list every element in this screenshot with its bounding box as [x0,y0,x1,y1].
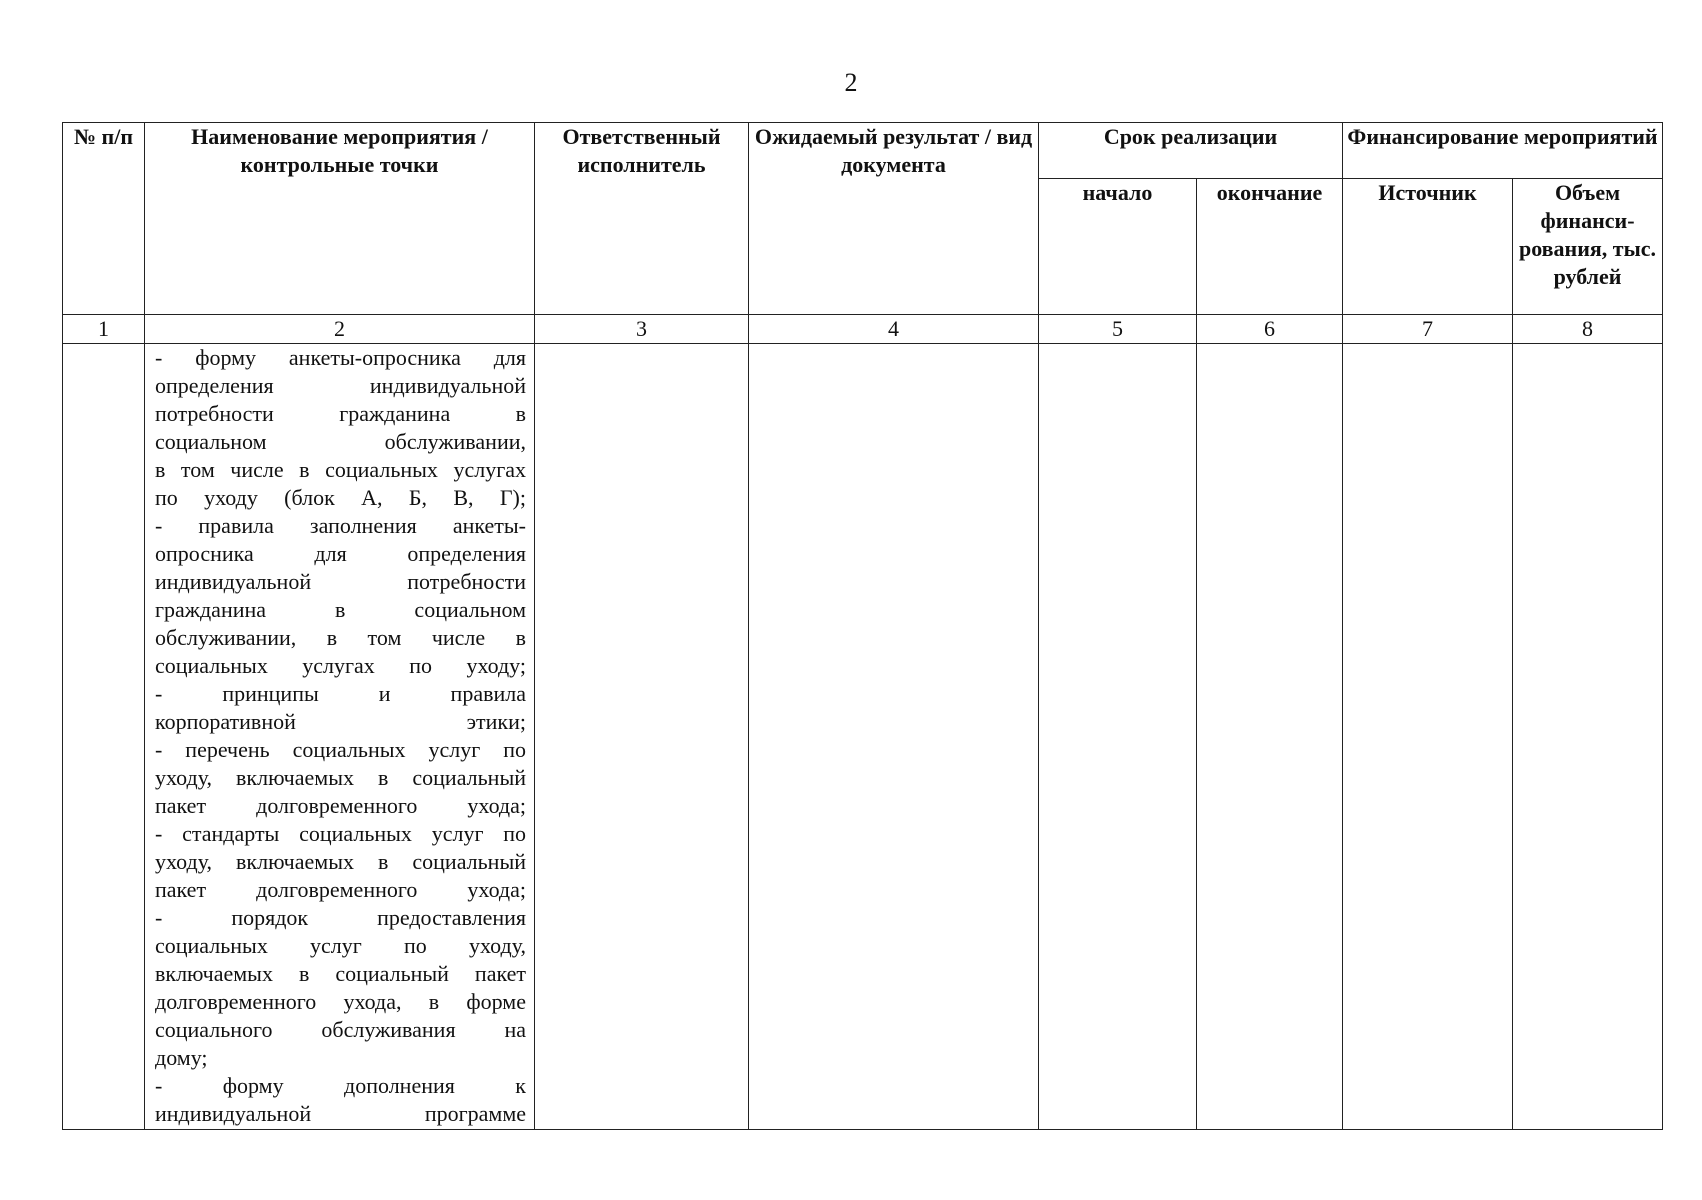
activity-text-line: уходу, включаемых в социальный [155,849,526,874]
activity-text-line: долговременного ухода, в форме [155,989,526,1014]
activity-text-line: социальном обслуживании, [155,429,526,454]
table-row [63,344,1663,1130]
activity-text-line: гражданина в социальном [155,597,526,622]
activity-text-line: пакет долговременного ухода; [155,877,526,902]
activity-text-line: потребности гражданина в [155,401,526,426]
activities-table [62,122,1663,1130]
activity-text-line: корпоративной этики; [155,709,526,734]
column-number: 4 [749,315,1039,344]
activity-text-line: в том числе в социальных услугах [155,457,526,482]
activity-text-line: социального обслуживания на [155,1017,526,1042]
activity-text-line: - порядок предоставления [155,905,526,930]
activity-text-line: - форму анкеты-опросника для [155,345,526,370]
header-volume: Объем финанси-рования, тыс. рублей [1513,179,1663,315]
header-source: Источник [1343,179,1513,315]
activity-text-line: определения индивидуальной [155,373,526,398]
column-number: 8 [1513,315,1663,344]
page-number: 2 [844,68,858,97]
column-number: 7 [1343,315,1513,344]
activity-text-line: социальных услуг по уходу, [155,933,526,958]
result-cell [749,344,1039,1130]
header-num: № п/п [63,123,145,315]
activity-text-line: включаемых в социальный пакет [155,961,526,986]
column-number: 5 [1039,315,1197,344]
activity-text-line: индивидуальной потребности [155,569,526,594]
volume-cell [1513,344,1663,1130]
column-number: 1 [63,315,145,344]
responsible-cell [535,344,749,1130]
activity-text-line: обслуживании, в том числе в [155,625,526,650]
header-responsible: Ответственный исполнитель [535,123,749,315]
activity-text-line: дому; [155,1045,208,1070]
header-term-end: окончание [1197,179,1343,315]
header-term: Срок реализации [1039,123,1343,179]
column-number: 2 [145,315,535,344]
activity-text-line: - принципы и правила [155,681,526,706]
activity-text-cell [145,344,535,1130]
activity-text-line: - форму дополнения к [155,1073,526,1098]
row-num-cell [63,344,145,1130]
column-number: 3 [535,315,749,344]
source-cell [1343,344,1513,1130]
column-number-row [63,315,1663,344]
header-financing: Финансирование мероприятий [1343,123,1663,179]
activity-text-line: индивидуальной программе [155,1101,526,1126]
activity-text-line: уходу, включаемых в социальный [155,765,526,790]
activity-text-line: социальных услугах по уходу; [155,653,526,678]
activity-text-line: по уходу (блок А, Б, В, Г); [155,485,526,510]
activity-text-line: - перечень социальных услуг по [155,737,526,762]
activity-text-line: пакет долговременного ухода; [155,793,526,818]
end-cell [1197,344,1343,1130]
activity-text [155,344,526,1128]
header-result: Ожидаемый результат / вид документа [749,123,1039,315]
header-term-start: начало [1039,179,1197,315]
column-number: 6 [1197,315,1343,344]
header-name: Наименование мероприятия / контрольные точки [145,123,535,315]
start-cell [1039,344,1197,1130]
activity-text-line: - стандарты социальных услуг по [155,821,526,846]
activity-text-line: опросника для определения [155,541,526,566]
activity-text-line: - правила заполнения анкеты- [155,513,526,538]
